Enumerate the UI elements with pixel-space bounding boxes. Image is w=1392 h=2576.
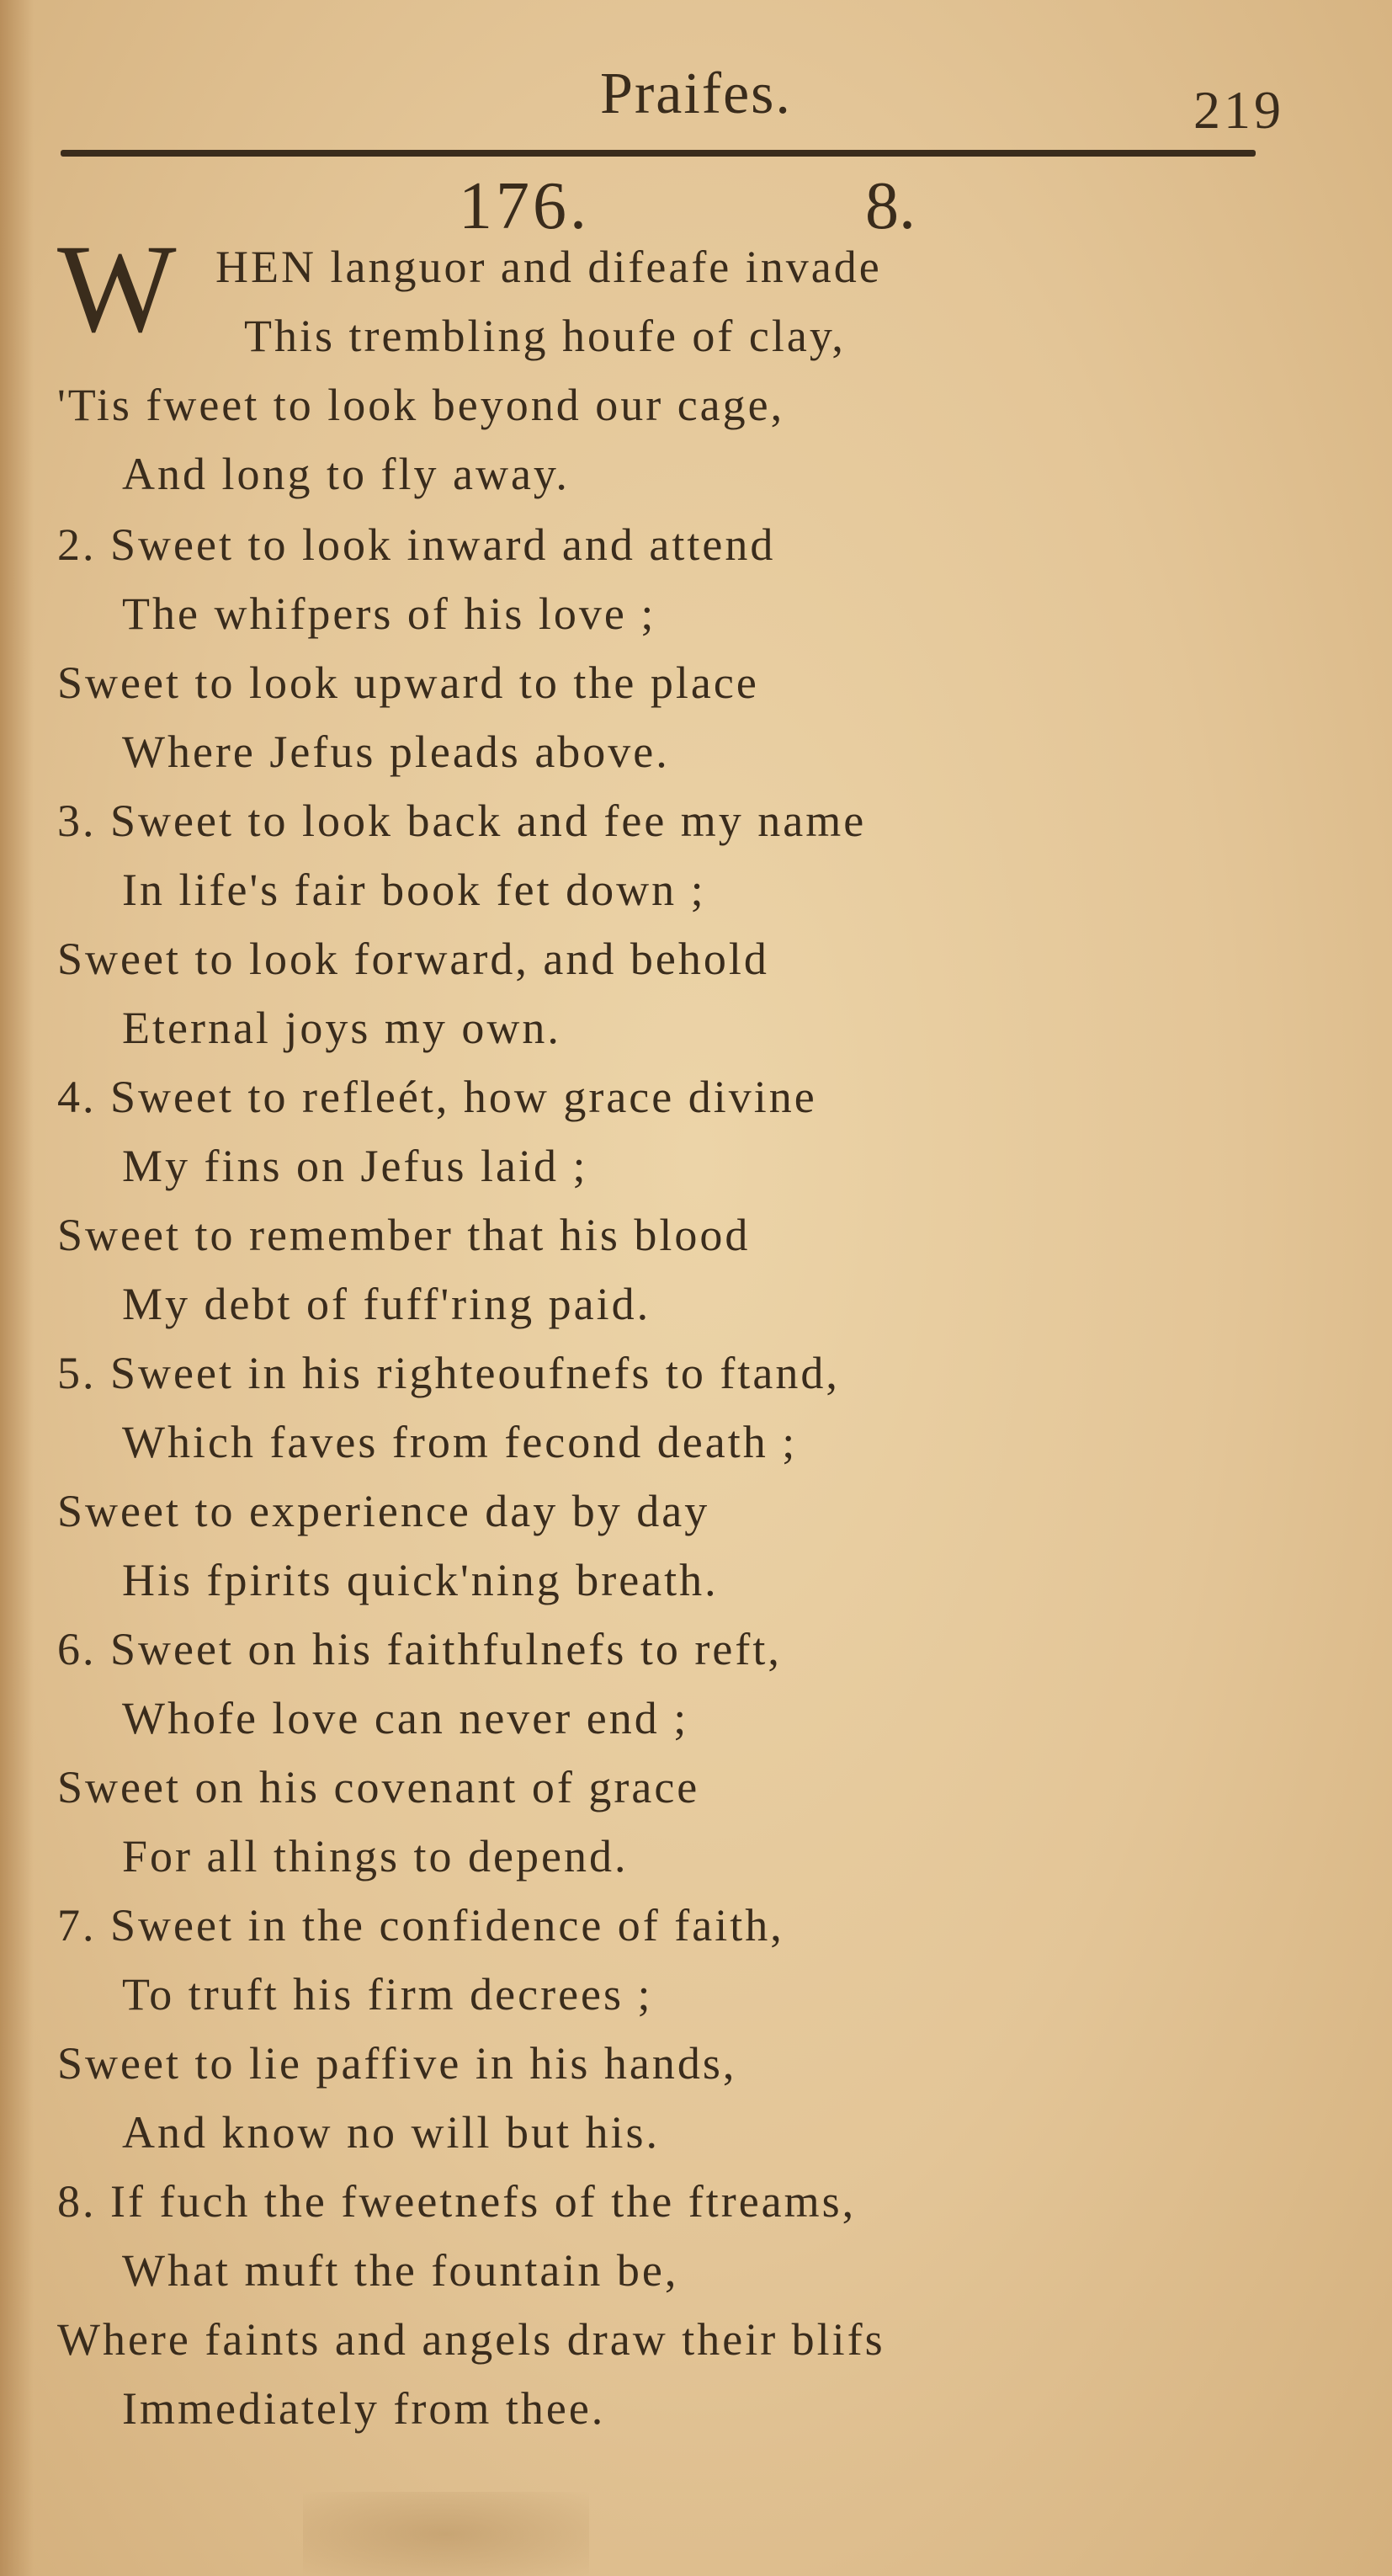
header-rule bbox=[61, 150, 1256, 157]
verse-line: 5. Sweet in his righteoufnefs to ftand, bbox=[57, 1348, 840, 1398]
verse-line: Sweet to look forward, and behold bbox=[57, 934, 769, 984]
verse-line: The whifpers of his love ; bbox=[122, 588, 656, 639]
verse-line: Sweet to look upward to the place bbox=[57, 657, 759, 708]
hymn-meter: 8. bbox=[865, 169, 916, 243]
verse-line: Sweet to experience day by day bbox=[57, 1486, 710, 1536]
verse-line: Whofe love can never end ; bbox=[122, 1693, 689, 1743]
verse-line: And long to fly away. bbox=[122, 449, 570, 499]
verse-line: 6. Sweet on his faithfulnefs to reft, bbox=[57, 1624, 782, 1674]
verse-line: Where faints and angels draw their blifs bbox=[57, 2314, 885, 2365]
verse-line: 'Tis fweet to look beyond our cage, bbox=[57, 380, 785, 430]
verse-line: What muft the fountain be, bbox=[122, 2245, 679, 2296]
verse-line: To truft his firm decrees ; bbox=[122, 1969, 653, 2020]
verse-line: And know no will but his. bbox=[122, 2107, 661, 2158]
verse-line-first: HEN languor and difeafe invade bbox=[215, 242, 882, 292]
verse-line: 4. Sweet to refleét, how grace divine bbox=[57, 1072, 817, 1122]
verse-line: For all things to depend. bbox=[122, 1831, 629, 1881]
verse-line: 7. Sweet in the confidence of faith, bbox=[57, 1900, 784, 1951]
verse-line: Immediately from thee. bbox=[122, 2383, 606, 2434]
verse-line: Sweet to remember that his blood bbox=[57, 1210, 751, 1260]
verse-line: My debt of fuff'ring paid. bbox=[122, 1279, 651, 1329]
verse-line: Sweet to lie paffive in his hands, bbox=[57, 2038, 737, 2089]
verse-line: 2. Sweet to look inward and attend bbox=[57, 519, 776, 570]
verse-line: Sweet on his covenant of grace bbox=[57, 1762, 700, 1812]
verse-line: 3. Sweet to look back and fee my name bbox=[57, 796, 867, 846]
verse-line: This trembling houfe of clay, bbox=[244, 311, 846, 361]
running-title: Praifes. bbox=[600, 61, 792, 126]
page-stain bbox=[303, 2492, 589, 2576]
page-number: 219 bbox=[1193, 80, 1284, 140]
verse-line: Where Jefus pleads above. bbox=[122, 726, 670, 777]
hymn-number: 176. bbox=[459, 169, 590, 243]
verse-line: 8. If fuch the fweetnefs of the ftreams, bbox=[57, 2176, 857, 2227]
page-edge-shadow bbox=[0, 0, 34, 2576]
verse-line: Which faves from fecond death ; bbox=[122, 1417, 798, 1467]
drop-cap: W bbox=[57, 219, 177, 359]
verse-line: His fpirits quick'ning breath. bbox=[122, 1555, 719, 1605]
verse-line: Eternal joys my own. bbox=[122, 1003, 561, 1053]
verse-line: My fins on Jefus laid ; bbox=[122, 1141, 588, 1191]
verse-line: In life's fair book fet down ; bbox=[122, 865, 706, 915]
